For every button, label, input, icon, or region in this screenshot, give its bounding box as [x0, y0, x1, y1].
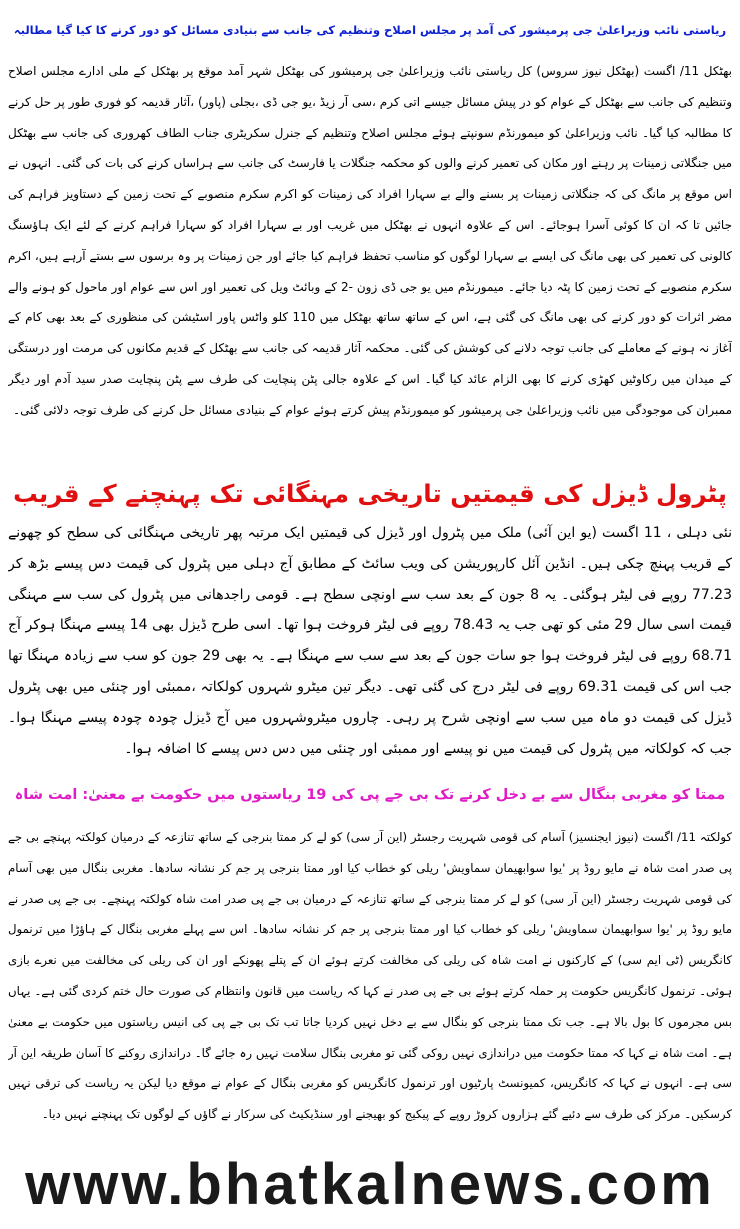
article-petrol-diesel-prices — [8, 470, 732, 782]
article-deputy-cm-memorandum — [8, 4, 732, 452]
website-url-banner: www.bhatkalnews.com — [25, 1152, 715, 1217]
article-body: کولکتہ 11/ اگست (نیوز ایجنسیز) آسام کی قومی شہریت رجسٹر (این آر سی) کو لے کر ممتا بنرجی کے ساتھ تنازعہ کے درمیان کولکتہ پہنچے بی جے پی صدر امت شاہ نے مایو روڈ پر 'یوا سوابھیمان سماویش' ریلی کو خطاب کیا اور ممتا بنرجی پر جم کر نشانہ سادھا۔ مغربی بنگال میں بھی آسام کی قومی شہریت رجسٹر (این آر سی) کو لے کر ممتا بنرجی کے ساتھ تنازعہ کے درمیان بی جے پی صدر امت شاہ کولکتہ پہنچے۔ بی جے پی صدر نے مایو روڈ پر 'یوا سوابھیمان سماویش' ریلی کو خطاب کیا اور ممتا بنرجی پر جم کر نشانہ سادھا۔ اس سے پہلے مغربی بنگال کے ہاؤڑا میں ترنمول کانگریس (ٹی ایم سی) کے کارکنوں نے امت شاہ کی ریلی کی مخالفت کرتے ہوئے ان کے پتلے پھونکے اور ان کی ریلی کی مخالفت میں نعرے بازی ہوئی۔ ترنمول کانگریس حکومت پر حملہ کرتے ہوئے بی جے پی صدر نے کہا کہ ریاست میں قانون وانتظام کی صورت حال ختم کردی گئی ہے۔ یہاں بس مجرموں کا بول بالا ہے۔ جب تک ممتا بنرجی کو بنگال سے بے دخل نہیں کردیا جاتا تب تک بی جے پی کی انیس ریاستوں میں حکومت بے معنیٰ ہے۔ امت شاہ نے کہا کہ ممتا حکومت میں دراندازی نہیں روکی گئی تو مغربی بنگال سلامت نہیں رہ جائے گا۔ دراندازی روکنے کا آسان طریقہ این آر سی ہے۔ انہوں نے کہا کہ کانگریس، کمیونسٹ پارٹیوں اور ترنمول کانگریس کو مغربی بنگال کے عوام نے موقع دیا لیکن یہ ریاست کی ترقی نہیں کرسکیں۔ مرکز کی طرف سے دئیے گئے ہزاروں کروڑ روپے کے پیکیج کو بھیجنے اور سنڈیکیٹ کی سرکار نے گاؤں کے لوگوں تک پہنچنے نہیں دیا۔ — [8, 830, 732, 1122]
article-headline: پٹرول ڈیزل کی قیمتیں تاریخی مہنگائی تک پہنچنے کے قریب — [13, 479, 727, 508]
article-headline: ممتا کو مغربی بنگال سے بے دخل کرنے تک بی جے پی کی 19 ریاستوں میں حکومت بے معنیٰ: امت شاہ — [14, 787, 726, 803]
article-amit-shah-rally — [8, 768, 732, 1144]
article-headline: ریاستی نائب وزیراعلیٰ جی پرمیشور کی آمد پر مجلس اصلاح وتنظیم کی جانب سے بنیادی مسائل کو دور کرنے کا کیا گیا مطالبہ — [13, 23, 727, 37]
article-body: نئی دہلی ، 11 اگست (یو این آئی) ملک میں پٹرول اور ڈیزل کی قیمتیں ایک مرتبہ پھر تاریخی مہنگائی کی سطح کو چھونے کے قریب پہنچ چکی ہیں۔ انڈین آئل کارپوریشن کی ویب سائٹ کے مطابق آج دہلی میں پٹرول کی قیمت دس پیسے بڑھ کر 77.23 روپے فی لیٹر ہوگئی۔ یہ 8 جون کے بعد سب سے اونچی سطح ہے۔ قومی راجدھانی میں پٹرول کی سب سے مہنگی قیمت اسی سال 29 مئی کو تھی جب یہ 78.43 روپے فی لیٹر فروخت ہوا تھا۔ اسی طرح ڈیزل بھی 14 پیسے مہنگا ہوکر آج 68.71 روپے فی لیٹر فروخت ہوا جو سات جون کے بعد سے سب سے مہنگا ہے۔ یہ بھی 29 جون کو سب سے زیادہ مہنگا تھا جب اس کی قیمت 69.31 روپے فی لیٹر درج کی گئی تھی۔ دیگر تین میٹرو شہروں کولکاتہ ،ممبئی اور چنئی میں بھی پٹرول ڈیزل کی قیمت دو ماہ میں سب سے اونچی شرح پر رہی۔ چاروں میٹروشہروں میں آج ڈیزل چودہ چودہ پیسے مہنگا ہوا۔ جب کہ کولکاتہ میں پٹرول کی قیمت میں نو پیسے اور ممبئی اور چنئی میں دس دس پیسے کا اضافہ ہوا۔ — [8, 525, 732, 757]
article-body: بھٹکل 11/ اگست (بھٹکل نیوز سروس) کل ریاستی نائب وزیراعلیٰ جی پرمیشور کی بھٹکل شہر آمد موقع پر بھٹکل کے ملی ادارے مجلس اصلاح وتنظیم کی جانب سے بھٹکل کے عوام کو در پیش مسائل جیسے اتی کرم ،سی آر زیڈ ،یو جی ڈی ،بجلی (پاور) ،آثار قدیمہ کو فوری طور پر حل کرنے کا مطالبہ کیا گیا۔ نائب وزیراعلیٰ کو میمورنڈم سونپتے ہوئے مجلس اصلاح وتنظیم کے جنرل سکریٹری جناب الطاف کھروری کی جانب سے بھٹکل میں جنگلاتی زمینات پر رہنے اور مکان کی تعمیر کرنے والوں کو محکمہ جنگلات یا فارسٹ کی جانب سے ہراساں کرنے کی بات کی گئی۔ انہوں نے اس موقع پر مانگ کی کہ جنگلاتی زمینات پر بسنے والے بے سہارا افراد کی زمینات کو اکرم سکرم منصوبے کے تحت زمین کے دستاویز فراہم کی جائیں تا کہ ان کا کوئی آسرا ہوجائے۔ اس کے علاوہ انہوں نے بھٹکل میں غریب اور بے سہارا افراد کو سہارا فراہم کرنے کے لئے ایک ہاؤسنگ کالونی کی تعمیر کی بھی مانگ کی ایسے بے سہارا لوگوں کو مناسب تحفظ فراہم کیا جائے اور جن زمینات پر وہ برسوں سے بستے آرہے ہیں، اکرم سکرم منصوبے کے تحت زمین کا پٹہ دیا جائے۔ میمورنڈم میں یو جی ڈی زون -2 کے وبائٹ ویل کی تعمیر اور اس سے عوام اور ماحول کو ہونے والے مضر اثرات کو دور کرنے کی بھی مانگ کی گئی ہے، اس کے ساتھ ساتھ بھٹکل میں 110 کلو واٹس پاور اسٹیشن کی منظوری کے بعد بھی کام کے آغاز نہ ہونے کے معاملے کی جانب توجہ دلانے کی کوشش کی گئی۔ محکمہ آثار قدیمہ کی جانب سے بھٹکل کے قدیم مکانوں کی مرمت اور درستگی کے میدان میں رکاوٹیں کھڑی کرنے کا بھی الزام عائد کیا گیا۔ اس کے علاوہ جالی پٹن پنچایت کی طرف سے پٹن پنچایت صدر سید آدم اور دیگر ممبران کی موجودگی میں نائب وزیراعلیٰ جی پرمیشور کو میمورنڈم پیش کرتے ہوئے عوام کے بنیادی مسائل حل کرنے کی طرف توجہ دلائی گئی۔ — [8, 64, 732, 417]
